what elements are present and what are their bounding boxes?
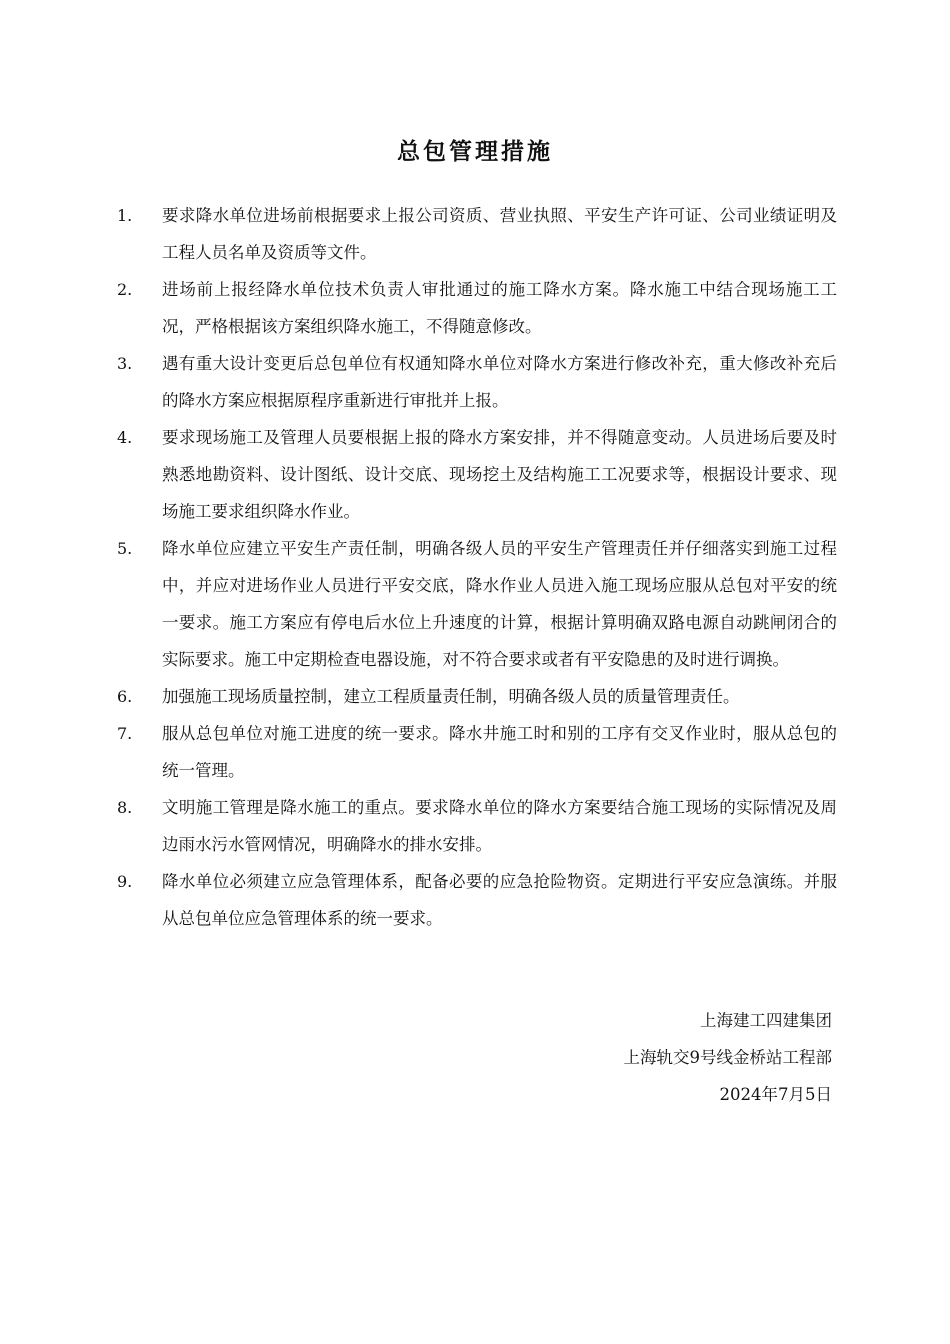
item-number: 8.	[117, 798, 133, 817]
document-title: 总包管理措施	[397, 138, 553, 165]
item-number: 3.	[117, 354, 133, 373]
list-item	[117, 789, 837, 863]
signature-department: 上海轨交9号线金桥站工程部	[623, 1048, 832, 1067]
list-item	[117, 271, 837, 345]
item-number: 5.	[117, 539, 133, 558]
signature-date: 2024年7月5日	[719, 1085, 832, 1104]
list-item	[117, 345, 837, 419]
item-text: 进场前上报经降水单位技术负责人审批通过的施工降水方案。降水施工中结合现场施工工况，严格根据该方案组织降水施工，不得随意修改。	[162, 280, 837, 336]
item-number: 9.	[117, 872, 133, 891]
item-number: 1.	[117, 206, 133, 225]
item-text: 文明施工管理是降水施工的重点。要求降水单位的降水方案要结合施工现场的实际情况及周边雨水污水管网情况，明确降水的排水安排。	[162, 798, 837, 854]
item-number: 4.	[117, 428, 133, 447]
list-item	[117, 197, 837, 271]
signature-block	[624, 1002, 833, 1113]
list-item	[117, 863, 837, 937]
signature-company: 上海建工四建集团	[700, 1011, 832, 1030]
item-number: 6.	[117, 687, 133, 706]
item-text: 加强施工现场质量控制，建立工程质量责任制，明确各级人员的质量管理责任。	[162, 687, 740, 706]
item-text: 降水单位必须建立应急管理体系，配备必要的应急抢险物资。定期进行平安应急演练。并服从总包单位应急管理体系的统一要求。	[162, 872, 837, 928]
list-item	[117, 715, 837, 789]
item-text: 降水单位应建立平安生产责任制，明确各级人员的平安生产管理责任并仔细落实到施工过程中，并应对进场作业人员进行平安交底，降水作业人员进入施工现场应服从总包对平安的统一要求。施工方案应有停电后水位上升速度的计算，根据计算明确双路电源自动跳闸闭合的实际要求。施工中定期检查电器设施，对不符合要求或者有平安隐患的及时进行调换。	[162, 539, 837, 669]
measures-list	[117, 197, 837, 937]
item-number: 7.	[117, 724, 133, 743]
item-number: 2.	[117, 280, 133, 299]
list-item	[117, 419, 837, 530]
item-text: 要求现场施工及管理人员要根据上报的降水方案安排，并不得随意变动。人员进场后要及时熟悉地勘资料、设计图纸、设计交底、现场挖土及结构施工工况要求等，根据设计要求、现场施工要求组织降水作业。	[162, 428, 837, 521]
item-text: 要求降水单位进场前根据要求上报公司资质、营业执照、平安生产许可证、公司业绩证明及工程人员名单及资质等文件。	[162, 206, 837, 262]
item-text: 遇有重大设计变更后总包单位有权通知降水单位对降水方案进行修改补充，重大修改补充后的降水方案应根据原程序重新进行审批并上报。	[162, 354, 837, 410]
list-item	[117, 678, 837, 715]
item-text: 服从总包单位对施工进度的统一要求。降水井施工时和别的工序有交叉作业时，服从总包的统一管理。	[162, 724, 837, 780]
list-item	[117, 530, 837, 678]
